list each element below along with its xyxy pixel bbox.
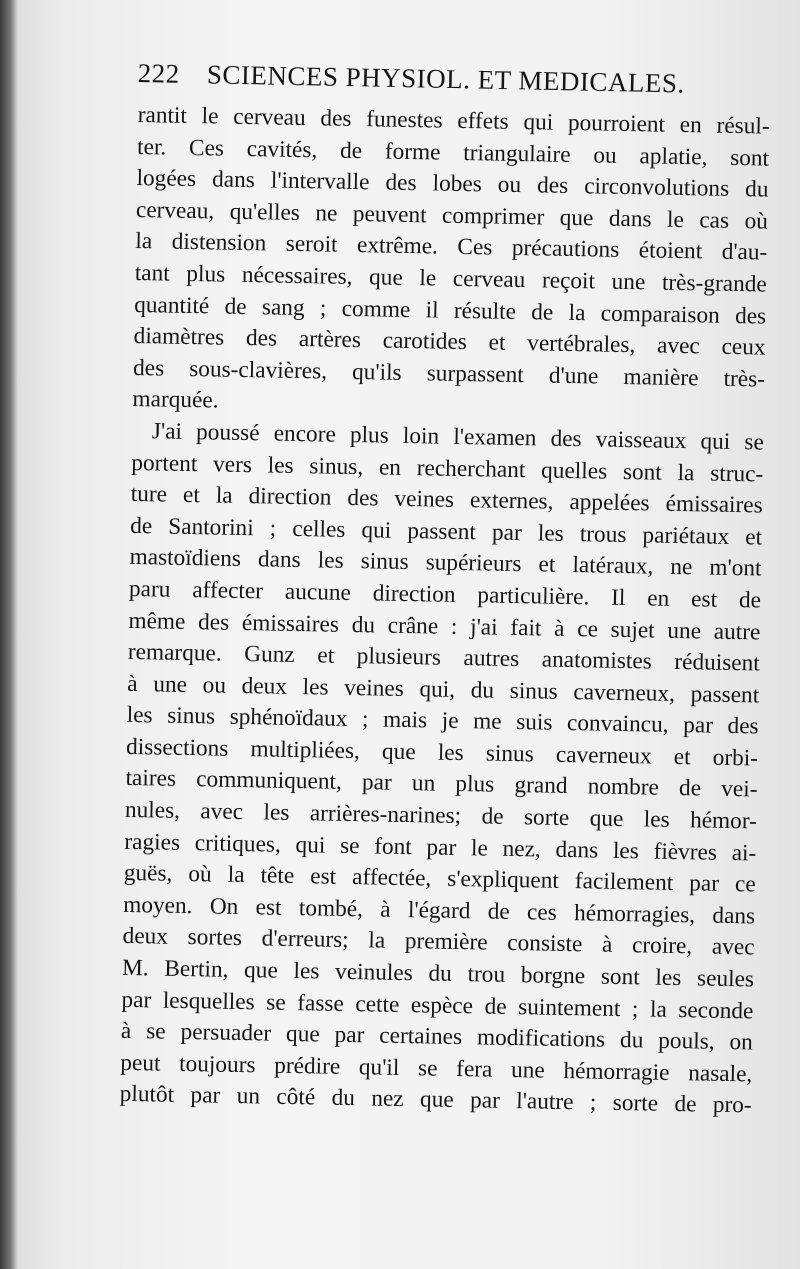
text-line: à une ou deux les veines qui, du sinus caverneux, passent: [127, 670, 760, 709]
text-line: moyen. On est tombé, à l'égard de ces hémorragies, dans: [123, 891, 756, 930]
text-line: dissections multipliées, que les sinus caverneux et orbi-: [125, 733, 759, 772]
text-line: plutôt par un côté du nez que par l'autre ; sorte de pro-: [119, 1081, 752, 1119]
text-line: rantit le cerveau des funestes effets qui pourroient en résul-: [137, 101, 770, 140]
text-line: logées dans l'intervalle des lobes ou des circonvolutions du: [136, 165, 769, 203]
text-line: paru affecter aucune direction particulière. Il en est de: [128, 575, 762, 614]
text-line: portent vers les sinus, en recherchant quelles sont la struc-: [131, 449, 764, 488]
text-line: guës, où la tête est affectée, s'expliquent facilement par ce: [123, 860, 756, 898]
paragraph-1: [132, 100, 770, 427]
body-text: [119, 100, 769, 1122]
text-line: marquée.: [132, 386, 219, 414]
text-line: quantité de sang ; comme il résulte de la comparaison des: [134, 291, 767, 330]
text-line: ter. Ces cavités, de forme triangulaire ou aplatie, sont: [136, 133, 770, 172]
text-line: diamètres des artères carotides et vertébrales, avec ceux: [133, 323, 766, 361]
text-line: deux sortes d'erreurs; la première consiste à croire, avec: [122, 923, 755, 961]
text-line: de Santorini ; celles qui passent par les trous pariétaux et: [129, 512, 763, 551]
text-line: tant plus nécessaires, que le cerveau reçoit une très-grande: [134, 259, 767, 298]
text-line: nules, avec les arrières-narines; de sorte que les hémor-: [124, 796, 758, 835]
paragraph-2: [119, 416, 764, 1123]
text-line: J'ai poussé encore plus loin l'examen des vaisseaux qui se: [151, 418, 765, 456]
page-number: 222: [137, 58, 180, 89]
text-line: mastoïdiens dans les sinus supérieurs et latéraux, ne m'ont: [129, 544, 762, 582]
text-line: ragies critiques, qui se font par le nez, dans les fièvres ai-: [124, 828, 757, 867]
text-line: des sous-clavières, qu'ils surpassent d'une manière très-: [132, 354, 766, 393]
text-line: les sinus sphénoïdaux ; mais je me suis convaincu, par des: [126, 702, 759, 740]
text-line: même des émissaires du crâne : j'ai fait à ce sujet une autre: [128, 607, 761, 645]
text-line: remarque. Gunz et plusieurs autres anatomistes réduisent: [127, 639, 761, 677]
text-line: M. Bertin, que les veinules du trou borgne sont les seules: [121, 954, 755, 993]
text-line: la distension seroit extrême. Ces précautions étoient d'au-: [135, 228, 768, 266]
text-line: par lesquelles se fasse cette espèce de suintement ; la seconde: [121, 986, 754, 1025]
text-line: à se persuader que par certaines modifications du pouls, on: [120, 1018, 754, 1056]
running-head: SCIENCES PHYSIOL. ET MEDICALES.: [206, 59, 685, 99]
text-line: ture et la direction des veines externes, appelées émissaires: [130, 481, 763, 519]
text-line: peut toujours prédire qu'il se fera une hémorragie nasale,: [120, 1049, 753, 1088]
text-line: taires communiquent, par un plus grand nombre de vei-: [125, 765, 758, 803]
text-line: cerveau, qu'elles ne peuvent comprimer que dans le cas où: [135, 196, 769, 235]
book-gutter: [0, 0, 18, 1269]
